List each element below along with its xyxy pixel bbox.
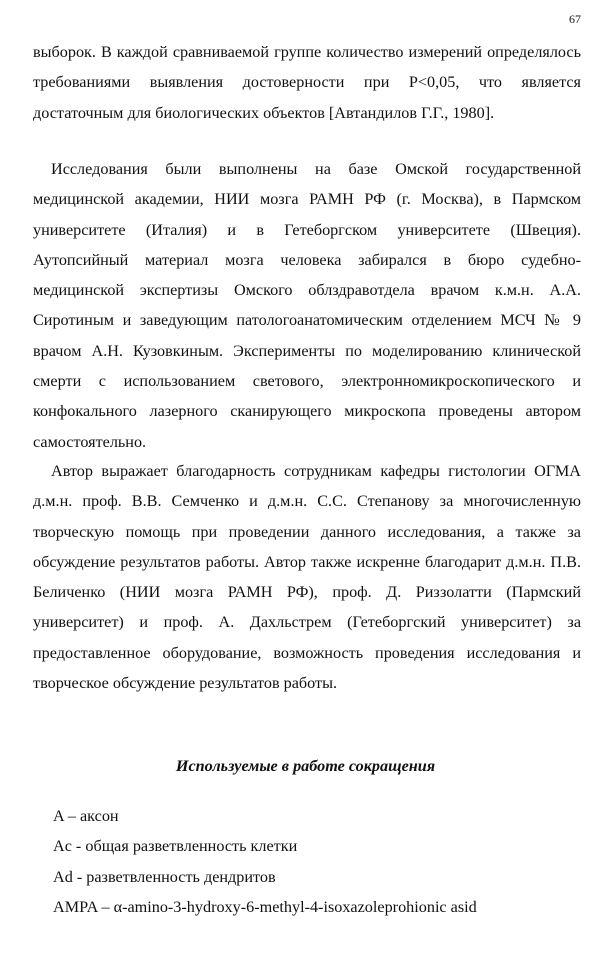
abbreviation-list xyxy=(53,801,477,922)
paragraph-text: Исследования были выполнены на базе Омской государственной медицинской академии, НИИ мозга РАМН РФ (г. Москва), в Пармском университете (Италия) и в Гетеборгском университете (Швеция). Аутопсийный материал мозга человека забирался в бюро судебно-медицинской экспертизы Омского облздравотдела врачом к.м.н. А.А. Сиротиным и заведующим патологоанатомическим отделением МСЧ № 9 врачом А.Н. Кузовкиным. Эксперименты по моделированию клинической смерти с использованием светового, электронномикроскопического и конфокального лазерного сканирующего микроскопа проведены автором самостоятельно. xyxy=(33,160,581,451)
paragraph-research-base xyxy=(33,154,581,457)
paragraph-text: выборок. В каждой сравниваемой группе количество измерений определялось требованиями выявления достоверности при P<0,05, что является достаточным для биологических объектов [Автандилов Г.Г., 1980]. xyxy=(33,43,581,122)
abbreviation-item: Ac - общая разветвленность клетки xyxy=(53,837,298,856)
abbreviation-item: AMPA – α-amino-3-hydroxy-6-methyl-4-isoxazoleprohionic asid xyxy=(53,897,477,916)
abbreviation-item: A – аксон xyxy=(53,807,119,825)
paragraph-text: Автор выражает благодарность сотрудникам кафедры гистологии ОГМА д.м.н. проф. В.В. Семченко и д.м.н. С.С. Степанову за многочисленную творческую помощь при проведении данного исследования, а также за обсуждение результатов работы. Автор также искренне благодарит д.м.н. П.В. Беличенко (НИИ мозга РАМН РФ), проф. Д. Риззолатти (Пармский университет) и проф. А. Дахльстрем (Гетеборгский университет) за предоставленное оборудование, возможность проведения исследования и творческое обсуждение результатов работы. xyxy=(33,462,581,693)
paragraph-sample-size xyxy=(33,37,581,128)
abbreviation-item: Ad - разветвленность дендритов xyxy=(53,867,276,886)
section-heading-abbreviations: Используемые в работе сокращения xyxy=(175,757,436,775)
paragraph-acknowledgements xyxy=(33,456,581,698)
page-number: 67 xyxy=(569,12,581,26)
